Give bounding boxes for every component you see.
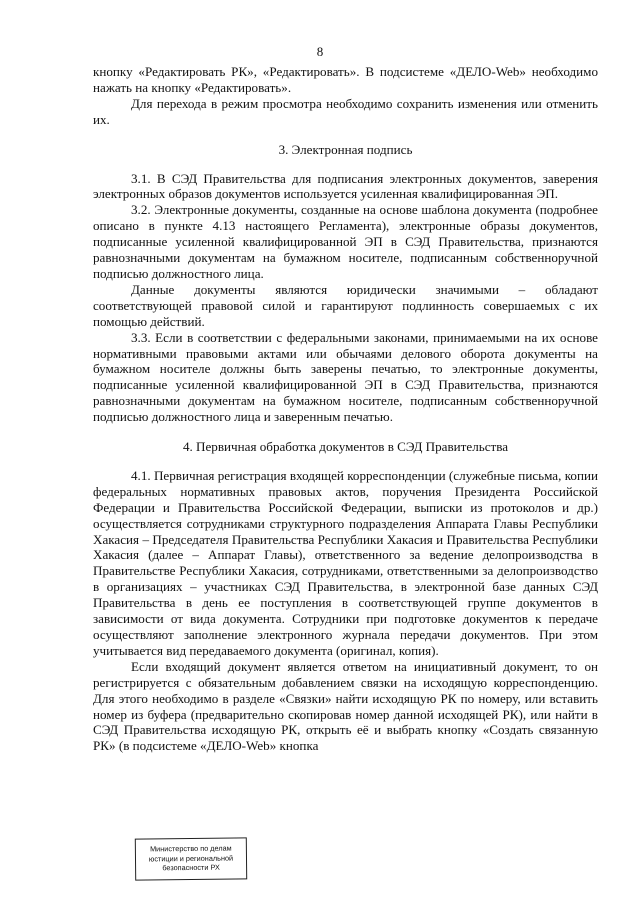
paragraph: Для перехода в режим просмотра необходимо сохранить изменения или отменить их. — [93, 95, 598, 127]
document-body — [93, 64, 598, 754]
stamp-line: юстиции и региональной — [148, 853, 234, 864]
paragraph: кнопку «Редактировать РК», «Редактировать». В подсистеме «ДЕЛО-Web» необходимо нажать на кнопку «Редактировать». — [93, 64, 598, 95]
paragraph-3-1: 3.1. В СЭД Правительства для подписания электронных документов, заверения электронных образов документов используется усиленная квалифицированная ЭП. — [93, 170, 598, 202]
paragraph: Данные документы являются юридически значимыми – обладают соответствующей правовой силой и гарантируют подлинность совершаемых с их помощью действий. — [93, 281, 598, 329]
paragraph-3-3: 3.3. Если в соответствии с федеральными законами, принимаемыми на их основе нормативными правовыми актами или обычаями делового оборота документы на бумажном носителе должны быть заверены печатью, то электронные документы, подписанные усиленной квалифицированной ЭП в СЭД Правительства, признаются равнозначными документам на бумажном носителе, подписанным собственноручной подписью должностного лица и заверенным печатью. — [93, 329, 598, 425]
section-heading-3: 3. Электронная подпись — [278, 141, 413, 157]
ministry-stamp — [135, 837, 247, 880]
stamp-line: безопасности РХ — [162, 862, 220, 873]
paragraph: Если входящий документ является ответом на инициативный документ, то он регистрируется с обязательным добавлением связки на исходящую корреспонденцию. Для этого необходимо в разделе «Связки» найти исходящую РК по номеру, или вставить номер из буфера (предварительно скопировав номер данной исходящей РК), или найти в СЭД Правительства исходящую РК, открыть её и выбрать кнопку «Создать связанную РК» (в подсистеме «ДЕЛО-Web» кнопка — [93, 658, 598, 754]
stamp-line: Министерство по делам — [150, 843, 232, 854]
paragraph-3-2: 3.2. Электронные документы, созданные на основе шаблона документа (подробнее описано в пункте 4.13 настоящего Регламента), электронные образы документов, подписанные усиленной квалифицированной ЭП в СЭД Правительства, признаются равнозначными документам на бумажном носителе, подписанным собственноручной подписью должностного лица. — [93, 202, 598, 281]
page-number: 8 — [316, 44, 324, 59]
paragraph-4-1: 4.1. Первичная регистрация входящей корреспонденции (служебные письма, копии федеральных нормативных правовых актов, поручения Президента Российской Федерации и Правительства Российской Федерации, выписки из протоколов и др.) осуществляется сотрудниками структурного подразделения Аппарата Главы Республики Хакасия – Председателя Правительства Республики Хакасия и Правительства Республики Хакасия (далее – Аппарат Главы), ответственного за ведение делопроизводства в Правительстве Республики Хакасия, сотрудниками, ответственными за делопроизводство в организациях – участниках СЭД Правительства, в электронной базе данных СЭД Правительства в день ее поступления в соответствующей группе документов в зависимости от вида документа. Сотрудники при подготовке документов к передаче осуществляют заполнение электронного журнала передачи документов. При этом учитывается вид передаваемого документа (оригинал, копия). — [93, 467, 598, 658]
section-heading-4: 4. Первичная обработка документов в СЭД Правительства — [182, 439, 509, 455]
